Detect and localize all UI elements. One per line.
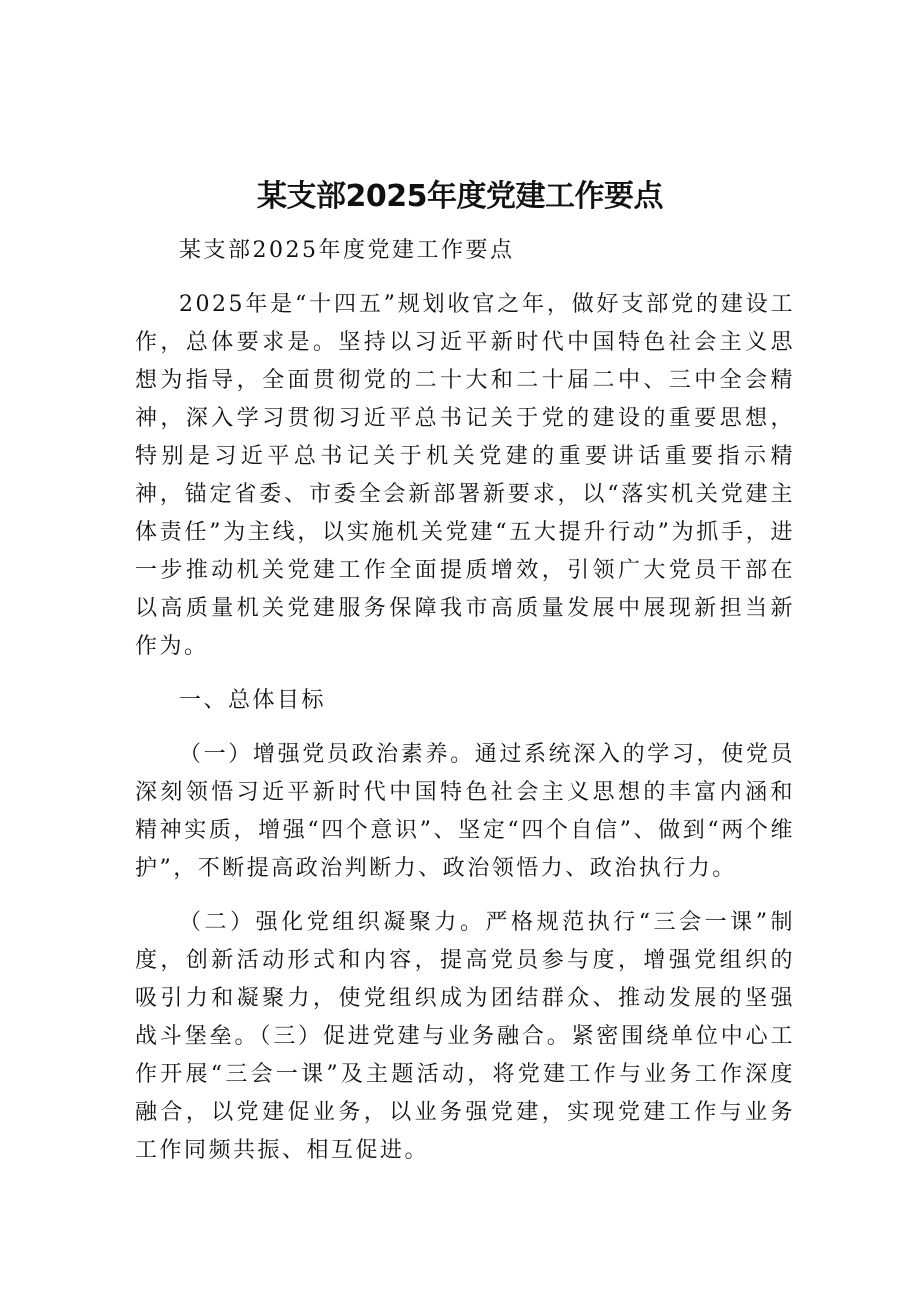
paragraph-goal-1: （一）增强党员政治素养。通过系统深入的学习，使党员深刻领悟习近平新时代中国特色社会主义思想的丰富内涵和精神实质，增强“四个意识”、坚定“四个自信”、做到“两个维护”，不断提高政治判断力、政治领悟力、政治执行力。 <box>135 742 795 881</box>
document-title: 某支部2025年度党建工作要点 <box>257 179 663 214</box>
document-subtitle: 某支部2025年度党建工作要点 <box>179 238 515 263</box>
section-heading: 一、总体目标 <box>179 688 327 713</box>
paragraph-goal-2: （二）强化党组织凝聚力。严格规范执行“三会一课”制度，创新活动形式和内容，提高党员参与度，增强党组织的吸引力和凝聚力，使党组织成为团结群众、推动发展的坚强战斗堡垒。（三）促进党建与业务融合。紧密围绕单位中心工作开展“三会一课”及主题活动，将党建工作与业务工作深度融合，以党建促业务，以业务强党建，实现党建工作与业务工作同频共振、相互促进。 <box>135 910 795 1163</box>
document-body <box>135 232 795 1186</box>
paragraph-intro: 2025年是“十四五”规划收官之年，做好支部党的建设工作，总体要求是。坚持以习近平新时代中国特色社会主义思想为指导，全面贯彻党的二十大和二十届二中、三中全会精神，深入学习贯彻习近平总书记关于党的建设的重要思想，特别是习近平总书记关于机关党建的重要讲话重要指示精神，锚定省委、市委全会新部署新要求，以“落实机关党建主体责任”为主线，以实施机关党建“五大提升行动”为抓手，进一步推动机关党建工作全面提质增效，引领广大党员干部在以高质量机关党建服务保障我市高质量发展中展现新担当新作为。 <box>135 292 795 659</box>
